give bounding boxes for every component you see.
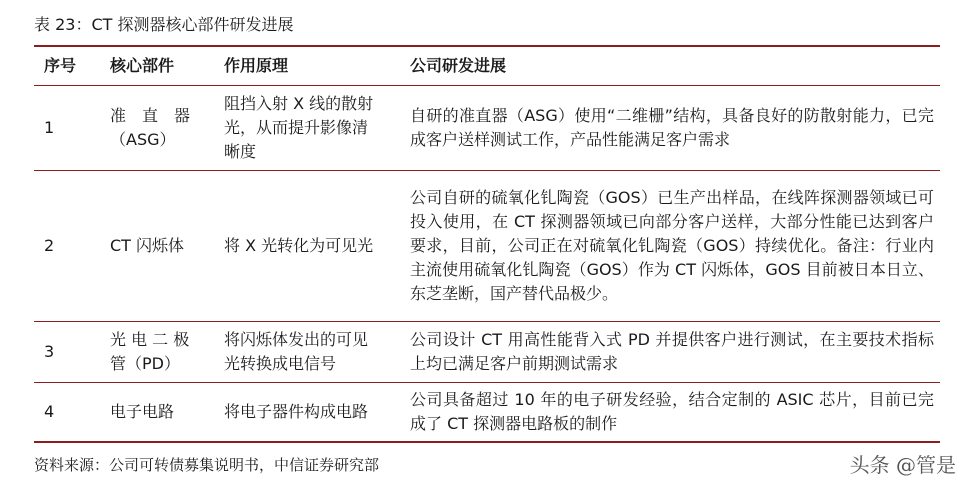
- row-number: 1: [44, 118, 55, 137]
- table-row: [34, 170, 940, 321]
- watermark-text: 头条 @管是: [849, 453, 956, 477]
- row-number: 4: [44, 402, 55, 421]
- header-part: 核心部件: [110, 56, 175, 75]
- header-progress: 公司研发进展: [410, 56, 507, 75]
- progress-text: 公司具备超过 10 年的电子研发经验，结合定制的 ASIC 芯片，目前已完成了 CT 探测器电路板的制作: [410, 390, 934, 433]
- part-name: 电子电路: [110, 402, 175, 421]
- principle-text: 将闪烁体发出的可见光转换成电信号: [224, 330, 369, 373]
- row-number: 2: [44, 236, 55, 255]
- table-caption: 表 23：CT 探测器核心部件研发进展: [34, 15, 294, 34]
- rd-progress-table: [34, 45, 940, 443]
- table-row: [34, 85, 940, 170]
- progress-text: 自研的准直器（ASG）使用“二维栅”结构，具备良好的防散射能力，已完成客户送样测试工作，产品性能满足客户需求: [410, 106, 934, 149]
- header-principle: 作用原理: [224, 56, 289, 75]
- progress-text: 公司设计 CT 用高性能背入式 PD 并提供客户进行测试，在主要技术指标上均已满足客户前期测试需求: [410, 330, 934, 373]
- progress-text: 公司自研的硫氧化钆陶瓷（GOS）已生产出样品，在线阵探测器领域已可投入使用，在 CT 探测器领域已向部分客户送样，大部分性能已达到客户要求，目前，公司正在对硫氧化钆陶瓷（GOS）持续优化。备注：行业内主流使用硫氧化钆陶瓷（GOS）作为 CT 闪烁体，GOS 目前被日本日立、东芝垄断，国产替代品极少。: [410, 188, 934, 303]
- header-no: 序号: [44, 56, 77, 75]
- principle-text: 阻挡入射 X 线的散射光，从而提升影像清晰度: [224, 94, 374, 161]
- principle-text: 将电子器件构成电路: [224, 402, 369, 421]
- principle-text: 将 X 光转化为可见光: [224, 236, 374, 255]
- table-row: [34, 321, 940, 382]
- source-note: 资料来源：公司可转债募集说明书，中信证券研究部: [34, 456, 380, 474]
- row-number: 3: [44, 342, 55, 361]
- part-name: 光 电 二 极管（PD）: [110, 330, 190, 373]
- part-name: 准 直 器（ASG）: [110, 106, 191, 149]
- part-name: CT 闪烁体: [110, 236, 185, 255]
- table-header-row: [34, 47, 940, 85]
- table-row: [34, 382, 940, 441]
